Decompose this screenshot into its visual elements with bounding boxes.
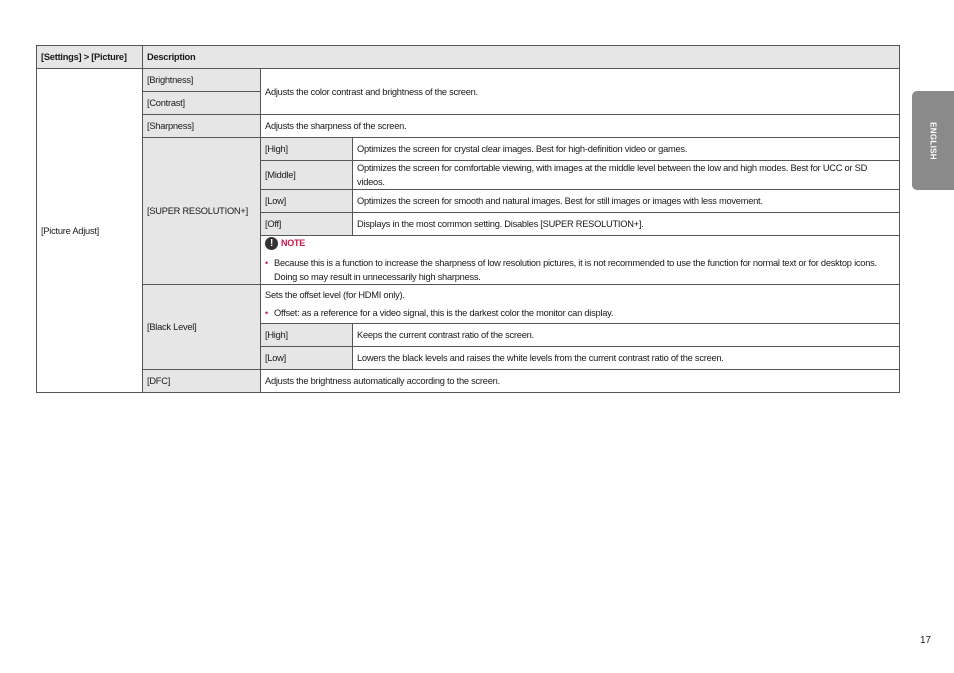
note-item xyxy=(265,256,895,284)
black-level-bullet-text: Offset: as a reference for a video signal, this is the darkest color the monitor can display. xyxy=(274,308,614,318)
picture-settings-table xyxy=(36,45,900,393)
table-header-row xyxy=(37,46,900,69)
bl-high-label: [High] xyxy=(261,324,353,347)
brightness-contrast-desc: Adjusts the color contrast and brightness of the screen. xyxy=(261,69,900,115)
bullet-icon: • xyxy=(265,258,268,268)
sr-low-desc: Optimizes the screen for smooth and natural images. Best for still images or images with less movement. xyxy=(353,190,900,213)
bl-low-desc: Lowers the black levels and raises the white levels from the current contrast ratio of the screen. xyxy=(353,347,900,370)
bl-high-desc: Keeps the current contrast ratio of the screen. xyxy=(353,324,900,347)
black-level-desc-cell xyxy=(261,285,900,324)
bullet-icon: • xyxy=(265,308,268,318)
contrast-label: [Contrast] xyxy=(143,92,261,115)
language-side-tab xyxy=(912,91,954,190)
sr-middle-label: [Middle] xyxy=(261,161,353,190)
note-box xyxy=(261,236,900,285)
sr-middle-desc: Optimizes the screen for comfortable viewing, with images at the middle level between the low and high modes. Best for UCC or SD videos. xyxy=(353,161,900,190)
sr-low-label: [Low] xyxy=(261,190,353,213)
note-text: Because this is a function to increase the sharpness of low resolution pictures, it is not recommended to use the function for normal text or for desktop icons. Doing so may result in unnecessarily high sharpness. xyxy=(274,258,877,282)
table-row xyxy=(37,115,900,138)
brightness-label: [Brightness] xyxy=(143,69,261,92)
sr-off-desc: Displays in the most common setting. Disables [SUPER RESOLUTION+]. xyxy=(353,213,900,236)
note-header xyxy=(265,236,895,250)
description-header: Description xyxy=(143,46,900,69)
sr-high-desc: Optimizes the screen for crystal clear images. Best for high-definition video or games. xyxy=(353,138,900,161)
sr-off-label: [Off] xyxy=(261,213,353,236)
black-level-bullet xyxy=(265,306,895,320)
page-number: 17 xyxy=(920,635,932,646)
table-row xyxy=(37,285,900,324)
super-resolution-label: [SUPER RESOLUTION+] xyxy=(143,138,261,285)
language-label: ENGLISH xyxy=(928,121,938,160)
table-row xyxy=(37,69,900,92)
sharpness-label: [Sharpness] xyxy=(143,115,261,138)
sharpness-desc: Adjusts the sharpness of the screen. xyxy=(261,115,900,138)
note-label: NOTE xyxy=(281,238,306,248)
picture-adjust-label: [Picture Adjust] xyxy=(37,69,143,393)
black-level-label: [Black Level] xyxy=(143,285,261,370)
dfc-label: [DFC] xyxy=(143,370,261,393)
dfc-desc: Adjusts the brightness automatically according to the screen. xyxy=(261,370,900,393)
sr-high-label: [High] xyxy=(261,138,353,161)
table-row xyxy=(37,138,900,161)
table-row xyxy=(37,370,900,393)
warning-icon: ! xyxy=(265,237,278,250)
settings-path-header: [Settings] > [Picture] xyxy=(37,46,143,69)
black-level-desc: Sets the offset level (for HDMI only). xyxy=(265,290,405,300)
bl-low-label: [Low] xyxy=(261,347,353,370)
